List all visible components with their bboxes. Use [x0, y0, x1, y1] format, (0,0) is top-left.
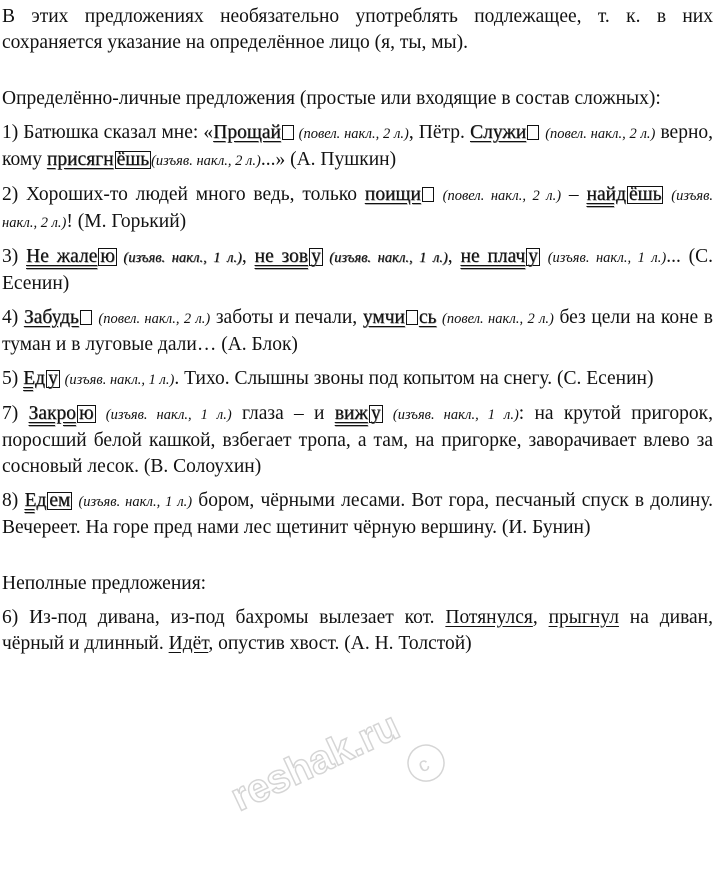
example-6: 6) Из-под дивана, из-под бахромы вылезает кот. Потянулся, прыгнул на диван, чёрный и длинный. Идёт, опустив хвост. (А. Н. Толстой) [2, 607, 713, 654]
predicate-3: не плач у [460, 246, 538, 267]
predicate-1: Прощай [213, 122, 281, 143]
example-2: 2) Хороших-то людей много ведь, только поищи (повел. накл., 2 л.) – найд ёшь (изъяв. накл., 2 л.)! (М. Горький) [2, 184, 714, 232]
heading-definite-personal: Определённо-личные предложения (простые или входящие в состав сложных): [2, 88, 661, 109]
predicate-2: найд ёшь [586, 184, 662, 205]
example-3: 3) Не жале ю (изъяв. накл., 1 л.), не зов у (изъяв. накл., 1 л.), не плач у (изъяв. накл., 1 л.)... (С. Есенин) [2, 246, 713, 294]
null-ending-box [527, 125, 539, 140]
predicate-2: виж у [334, 403, 381, 424]
null-ending-box [80, 310, 92, 325]
example-5: 5) Ед у (изъяв. накл., 1 л.). Тихо. Слышны звоны под копытом на снегу. (С. Есенин) [2, 368, 654, 389]
predicate-1: поищи [364, 184, 421, 205]
predicate-1: Ед у [23, 368, 58, 389]
predicate-1: Потянулся [445, 607, 533, 628]
predicate-2: умчи сь [362, 307, 437, 328]
null-ending-box [422, 187, 434, 202]
example-4: 4) Забудь (повел. накл., 2 л.) заботы и печали, умчи сь (повел. накл., 2 л.) без цели на коне в туман и в луговые дали… (А. Блок) [2, 307, 714, 355]
predicate-1: Забудь [23, 307, 79, 328]
predicate-3: присягн ёшь [46, 149, 150, 170]
heading-incomplete: Неполные предложения: [2, 573, 207, 594]
intro-paragraph: В этих предложениях необязательно употреблять подлежащее, т. к. в них сохраняется указание на определённое лицо (я, ты, мы). [2, 6, 713, 53]
watermark-logo [205, 652, 500, 888]
predicate-2: не зов у [254, 246, 321, 267]
example-8: 8) Ед ем (изъяв. накл., 1 л.) бором, чёрными лесами. Вот гора, песчаный спуск в долину. Вечереет. На горе пред нами лес щетинит чёрную вершину. (И. Бунин) [2, 490, 713, 538]
predicate-2: прыгнул [548, 607, 619, 628]
null-ending-box [282, 125, 294, 140]
example-7: 7) Закро ю (изъяв. накл., 1 л.) глаза – и виж у (изъяв. накл., 1 л.): на крутой пригорок, поросший белой кашкой, взбегает тропа, а там, на пригорке, заворачивает влево за сосновый лесок. (В. Солоухин) [2, 403, 713, 477]
watermark-text: reshak.ru [224, 703, 407, 820]
example-1: 1) Батюшка сказал мне: «Прощай (повел. накл., 2 л.), Пётр. Служи (повел. накл., 2 л.) верно, кому присягн ёшь (изъяв. накл., 2 л.)...» (А. Пушкин) [2, 122, 714, 170]
predicate-3: Идёт [168, 633, 209, 654]
predicate-2: Служи [469, 122, 527, 143]
predicate-1: Ед ем [24, 490, 71, 511]
null-ending-box [406, 310, 418, 325]
svg-text:c: c [414, 753, 433, 778]
predicate-1: Закро ю [28, 403, 94, 424]
predicate-1: Не жале ю [26, 246, 115, 267]
